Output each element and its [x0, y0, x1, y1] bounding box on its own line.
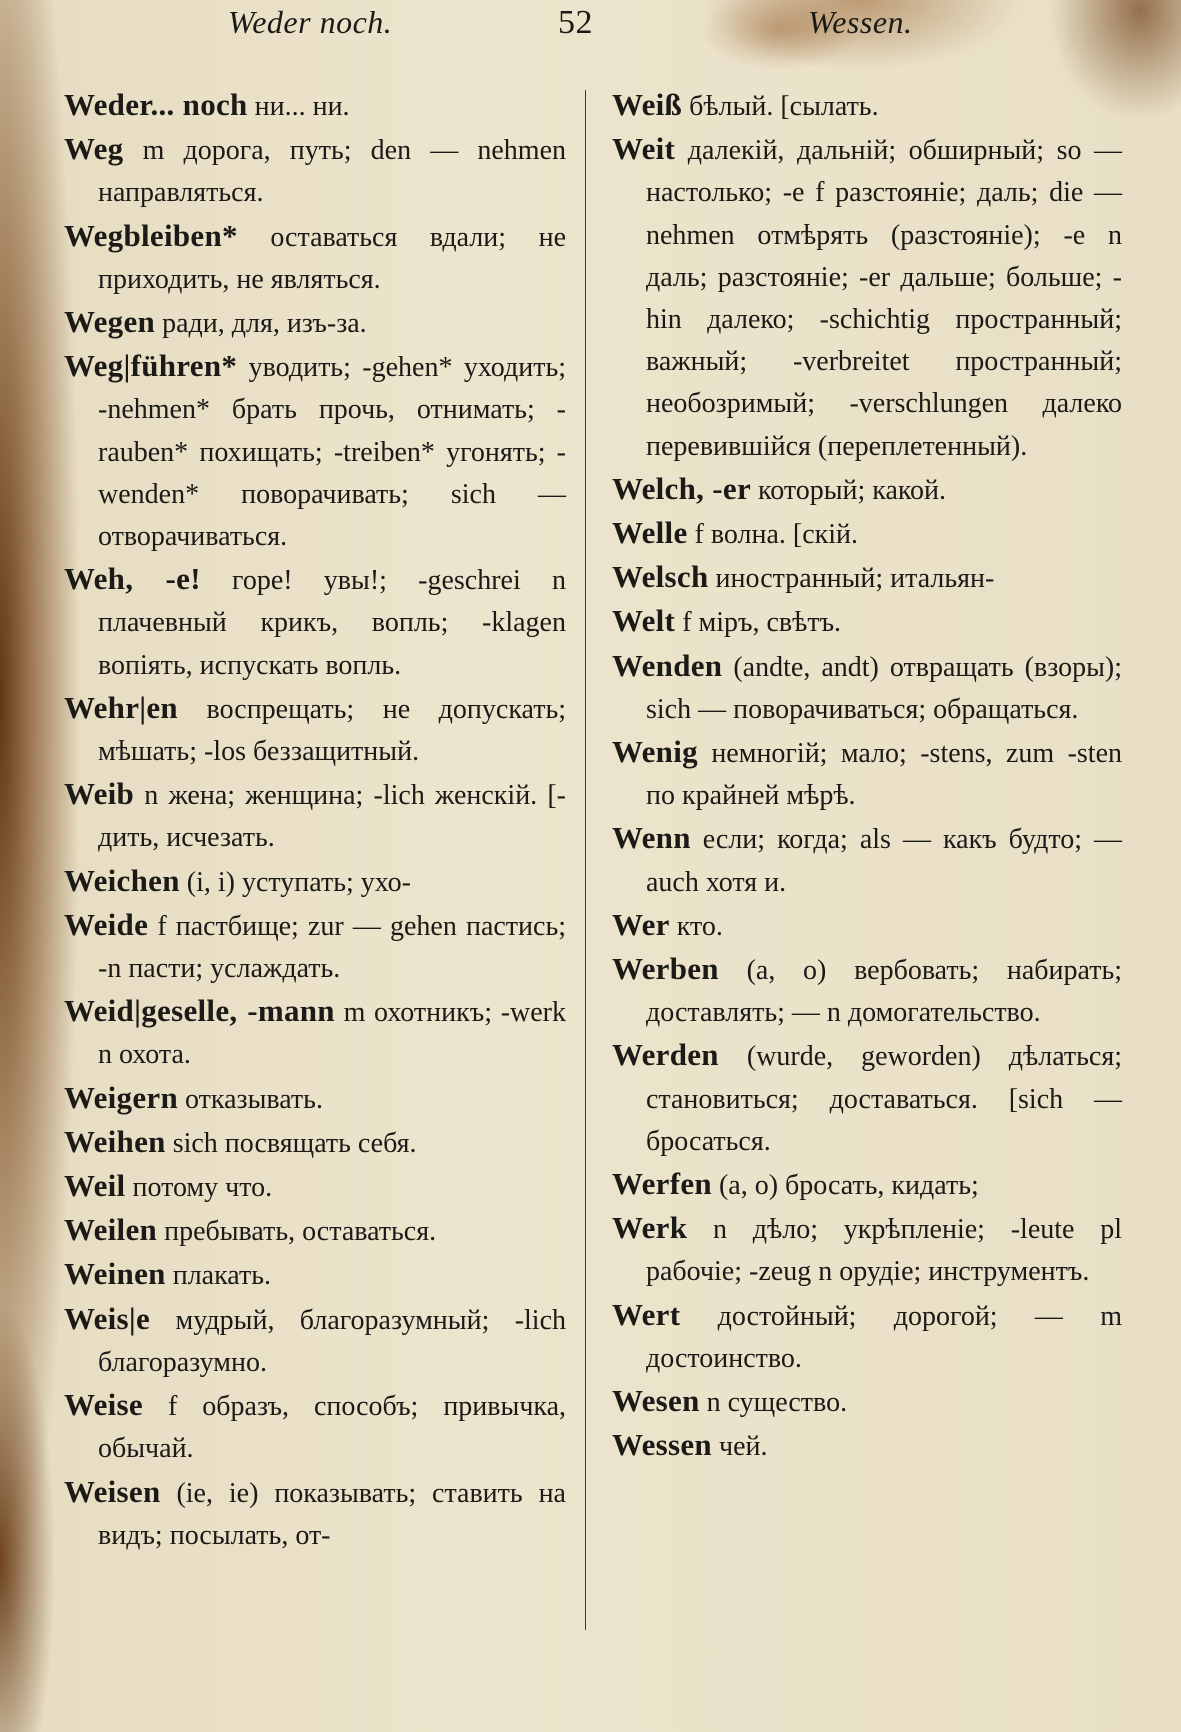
dictionary-entry	[612, 817, 1122, 903]
entry-headword: Werfen	[612, 1166, 712, 1202]
entry-text: иностранный; итальян-	[715, 563, 995, 595]
entry-headword: Wegbleiben*	[64, 217, 238, 253]
entry-text: (a, o) вербовать; набирать; доставлять; — n домогательство.	[646, 955, 1122, 1029]
dictionary-entry	[64, 687, 566, 773]
page-number: 52	[558, 4, 593, 41]
entry-headword: Werben	[612, 951, 719, 987]
entry-headword: Wenn	[612, 820, 691, 856]
dictionary-entry	[64, 990, 566, 1076]
dictionary-entry	[612, 1163, 1122, 1207]
dictionary-entry	[64, 904, 566, 990]
entry-text: n существо.	[706, 1387, 848, 1419]
entry-headword: Weisen	[64, 1473, 161, 1509]
column-divider	[585, 90, 586, 1630]
page-header	[0, 4, 1181, 52]
dictionary-entry	[612, 556, 1122, 600]
entry-text: бѣлый. [сылать.	[689, 91, 879, 122]
entry-text: sich посвящать себя.	[172, 1127, 417, 1159]
entry-text: оставаться вдали; не приходить, не являться.	[98, 221, 567, 295]
entry-headword: Weid|geselle, -mann	[64, 993, 335, 1029]
dictionary-entry	[64, 558, 566, 687]
entry-headword: Werden	[612, 1037, 719, 1073]
entry-text: f волна. [скiй.	[694, 519, 859, 551]
left-column	[64, 84, 566, 1557]
entry-text: чей.	[718, 1431, 768, 1463]
dictionary-entry	[612, 600, 1122, 644]
entry-headword: Werk	[612, 1210, 688, 1246]
dictionary-entry	[612, 1207, 1122, 1293]
entry-text: (i, i) уступать; ухо-	[186, 866, 411, 898]
dictionary-entry	[64, 84, 566, 128]
entry-text: если; когда; als — какъ будто; — auch хотя и.	[646, 824, 1123, 898]
entry-headword: Wenig	[612, 734, 698, 770]
entry-text: достойный; дорогой; — m достоинство.	[646, 1300, 1123, 1374]
dictionary-entry	[612, 948, 1122, 1034]
dictionary-entry	[64, 1077, 566, 1121]
entry-text: кто.	[676, 910, 723, 942]
entry-headword: Weilen	[64, 1212, 158, 1248]
entry-headword: Welsch	[612, 559, 709, 595]
running-head-left: Weder noch.	[228, 4, 393, 40]
entry-text: воспрещать; не допускать; мѣшать; -los беззащитный.	[98, 693, 567, 768]
dictionary-entry	[64, 128, 566, 214]
entry-text: плакать.	[172, 1260, 271, 1292]
entry-headword: Weg	[64, 131, 124, 167]
entry-text: горе! увы!; -geschrei n плачевный крикъ, вопль; -klagen вопiять, испускать вопль.	[98, 565, 566, 681]
entry-headword: Weihen	[64, 1123, 166, 1159]
entry-headword: Weis|e	[64, 1300, 151, 1336]
entry-headword: Weigern	[64, 1079, 179, 1115]
entry-text: мудрый, благоразумный; -lich благоразумно.	[98, 1304, 567, 1378]
entry-text: (ie, ie) показывать; ставить на видъ; посылать, от-	[98, 1477, 566, 1551]
dictionary-entry	[64, 1121, 566, 1165]
entry-text: f пастбище; zur — gehen пастись; -n пасти; услаждать.	[98, 910, 567, 985]
dictionary-entry	[64, 1471, 566, 1557]
dictionary-entry	[612, 1424, 1122, 1468]
dictionary-entry	[612, 1294, 1122, 1380]
entry-text: (andte, andt) отвращать (взоры); sich — поворачиваться; обращаться.	[646, 651, 1123, 725]
entry-headword: Weil	[64, 1168, 126, 1204]
entry-headword: Wer	[612, 906, 670, 942]
entry-headword: Weh, -e!	[64, 561, 201, 597]
entry-headword: Weinen	[64, 1256, 166, 1292]
dictionary-entry	[64, 345, 566, 558]
entry-text: ради, для, изъ-за.	[162, 308, 367, 340]
entry-text: отказывать.	[185, 1083, 323, 1115]
running-head-right: Wessen.	[808, 4, 913, 40]
entry-headword: Weg|führen*	[64, 348, 238, 384]
entry-headword: Weib	[64, 776, 135, 812]
entry-text: уводить; -gehen* уходить; -nehmen* брать прочь, отнимать; -rauben* похищать; -treiben* угонять; -wenden* поворачивать; sich — отворачиваться.	[98, 352, 567, 553]
entry-headword: Weiß	[612, 87, 683, 122]
entry-headword: Wert	[612, 1296, 681, 1332]
dictionary-entry	[64, 1253, 566, 1297]
dictionary-entry	[612, 1380, 1122, 1424]
entry-headword: Welle	[612, 515, 688, 551]
entry-text: n жена; женщина; -lich женскiй. [-дить, исчезать.	[98, 780, 566, 854]
entry-text: m охотникъ; -werk n охота.	[98, 997, 567, 1071]
dictionary-entry	[64, 1209, 566, 1253]
dictionary-entry	[64, 1298, 566, 1384]
entry-text: немногiй; мало; -stens, zum -sten по крайней мѣрѣ.	[646, 738, 1122, 812]
entry-text: ни... ни.	[254, 91, 350, 122]
entry-headword: Wenden	[612, 647, 723, 683]
dictionary-entry	[64, 215, 566, 301]
entry-text: пребывать, оставаться.	[164, 1216, 437, 1248]
entry-headword: Wesen	[612, 1383, 700, 1419]
entry-text: f мiръ, свѣтъ.	[682, 607, 842, 639]
right-column	[612, 84, 1122, 1469]
entry-headword: Wessen	[612, 1427, 712, 1463]
entry-text: далекiй, дальнiй; обширный; so — настолько; -e f разстоянiе; даль; die — nehmen отмѣрять (разстоянiе); -e n даль; разстоянiе; -er дальше; больше; -hin далеко; -schichtig пространный; важный; -verbreitet пространный; необозримый; -verschlungen далеко перевившiйся (переплетенный).	[646, 135, 1123, 462]
dictionary-entry	[64, 773, 566, 859]
dictionary-entry	[612, 904, 1122, 948]
entry-headword: Wegen	[64, 304, 156, 340]
entry-headword: Weit	[612, 131, 676, 167]
entry-text: n дѣло; укрѣпленiе; -leute pl рабочiе; -zeug n орудiе; инструментъ.	[646, 1214, 1122, 1288]
dictionary-entry	[64, 301, 566, 345]
entry-text: f образъ, способъ; привычка, обычай.	[98, 1391, 567, 1465]
dictionary-entry	[612, 84, 1122, 128]
entry-headword: Wehr|en	[64, 689, 178, 725]
entry-headword: Weise	[64, 1387, 143, 1423]
entry-text: который; какой.	[758, 474, 947, 506]
dictionary-entry	[64, 860, 566, 904]
dictionary-entry	[64, 1384, 566, 1470]
dictionary-entry	[612, 731, 1122, 817]
entry-text: m дорога, путь; den — nehmen направляться.	[98, 135, 567, 209]
dictionary-entry	[612, 645, 1122, 731]
entry-headword: Welch, -er	[612, 470, 752, 506]
dictionary-entry	[612, 512, 1122, 556]
dictionary-entry	[612, 128, 1122, 468]
entry-headword: Welt	[612, 603, 676, 639]
entry-headword: Weichen	[64, 862, 180, 898]
entry-headword: Weder... noch	[64, 87, 248, 122]
dictionary-entry	[612, 1034, 1122, 1163]
entry-text: (a, o) бросать, кидать;	[718, 1170, 979, 1202]
entry-text: (wurde, geworden) дѣлаться; становиться; доставаться. [sich — бросаться.	[646, 1041, 1122, 1157]
entry-headword: Weide	[64, 906, 149, 942]
dictionary-entry	[64, 1165, 566, 1209]
entry-text: потому что.	[132, 1172, 273, 1204]
dictionary-entry	[612, 468, 1122, 512]
